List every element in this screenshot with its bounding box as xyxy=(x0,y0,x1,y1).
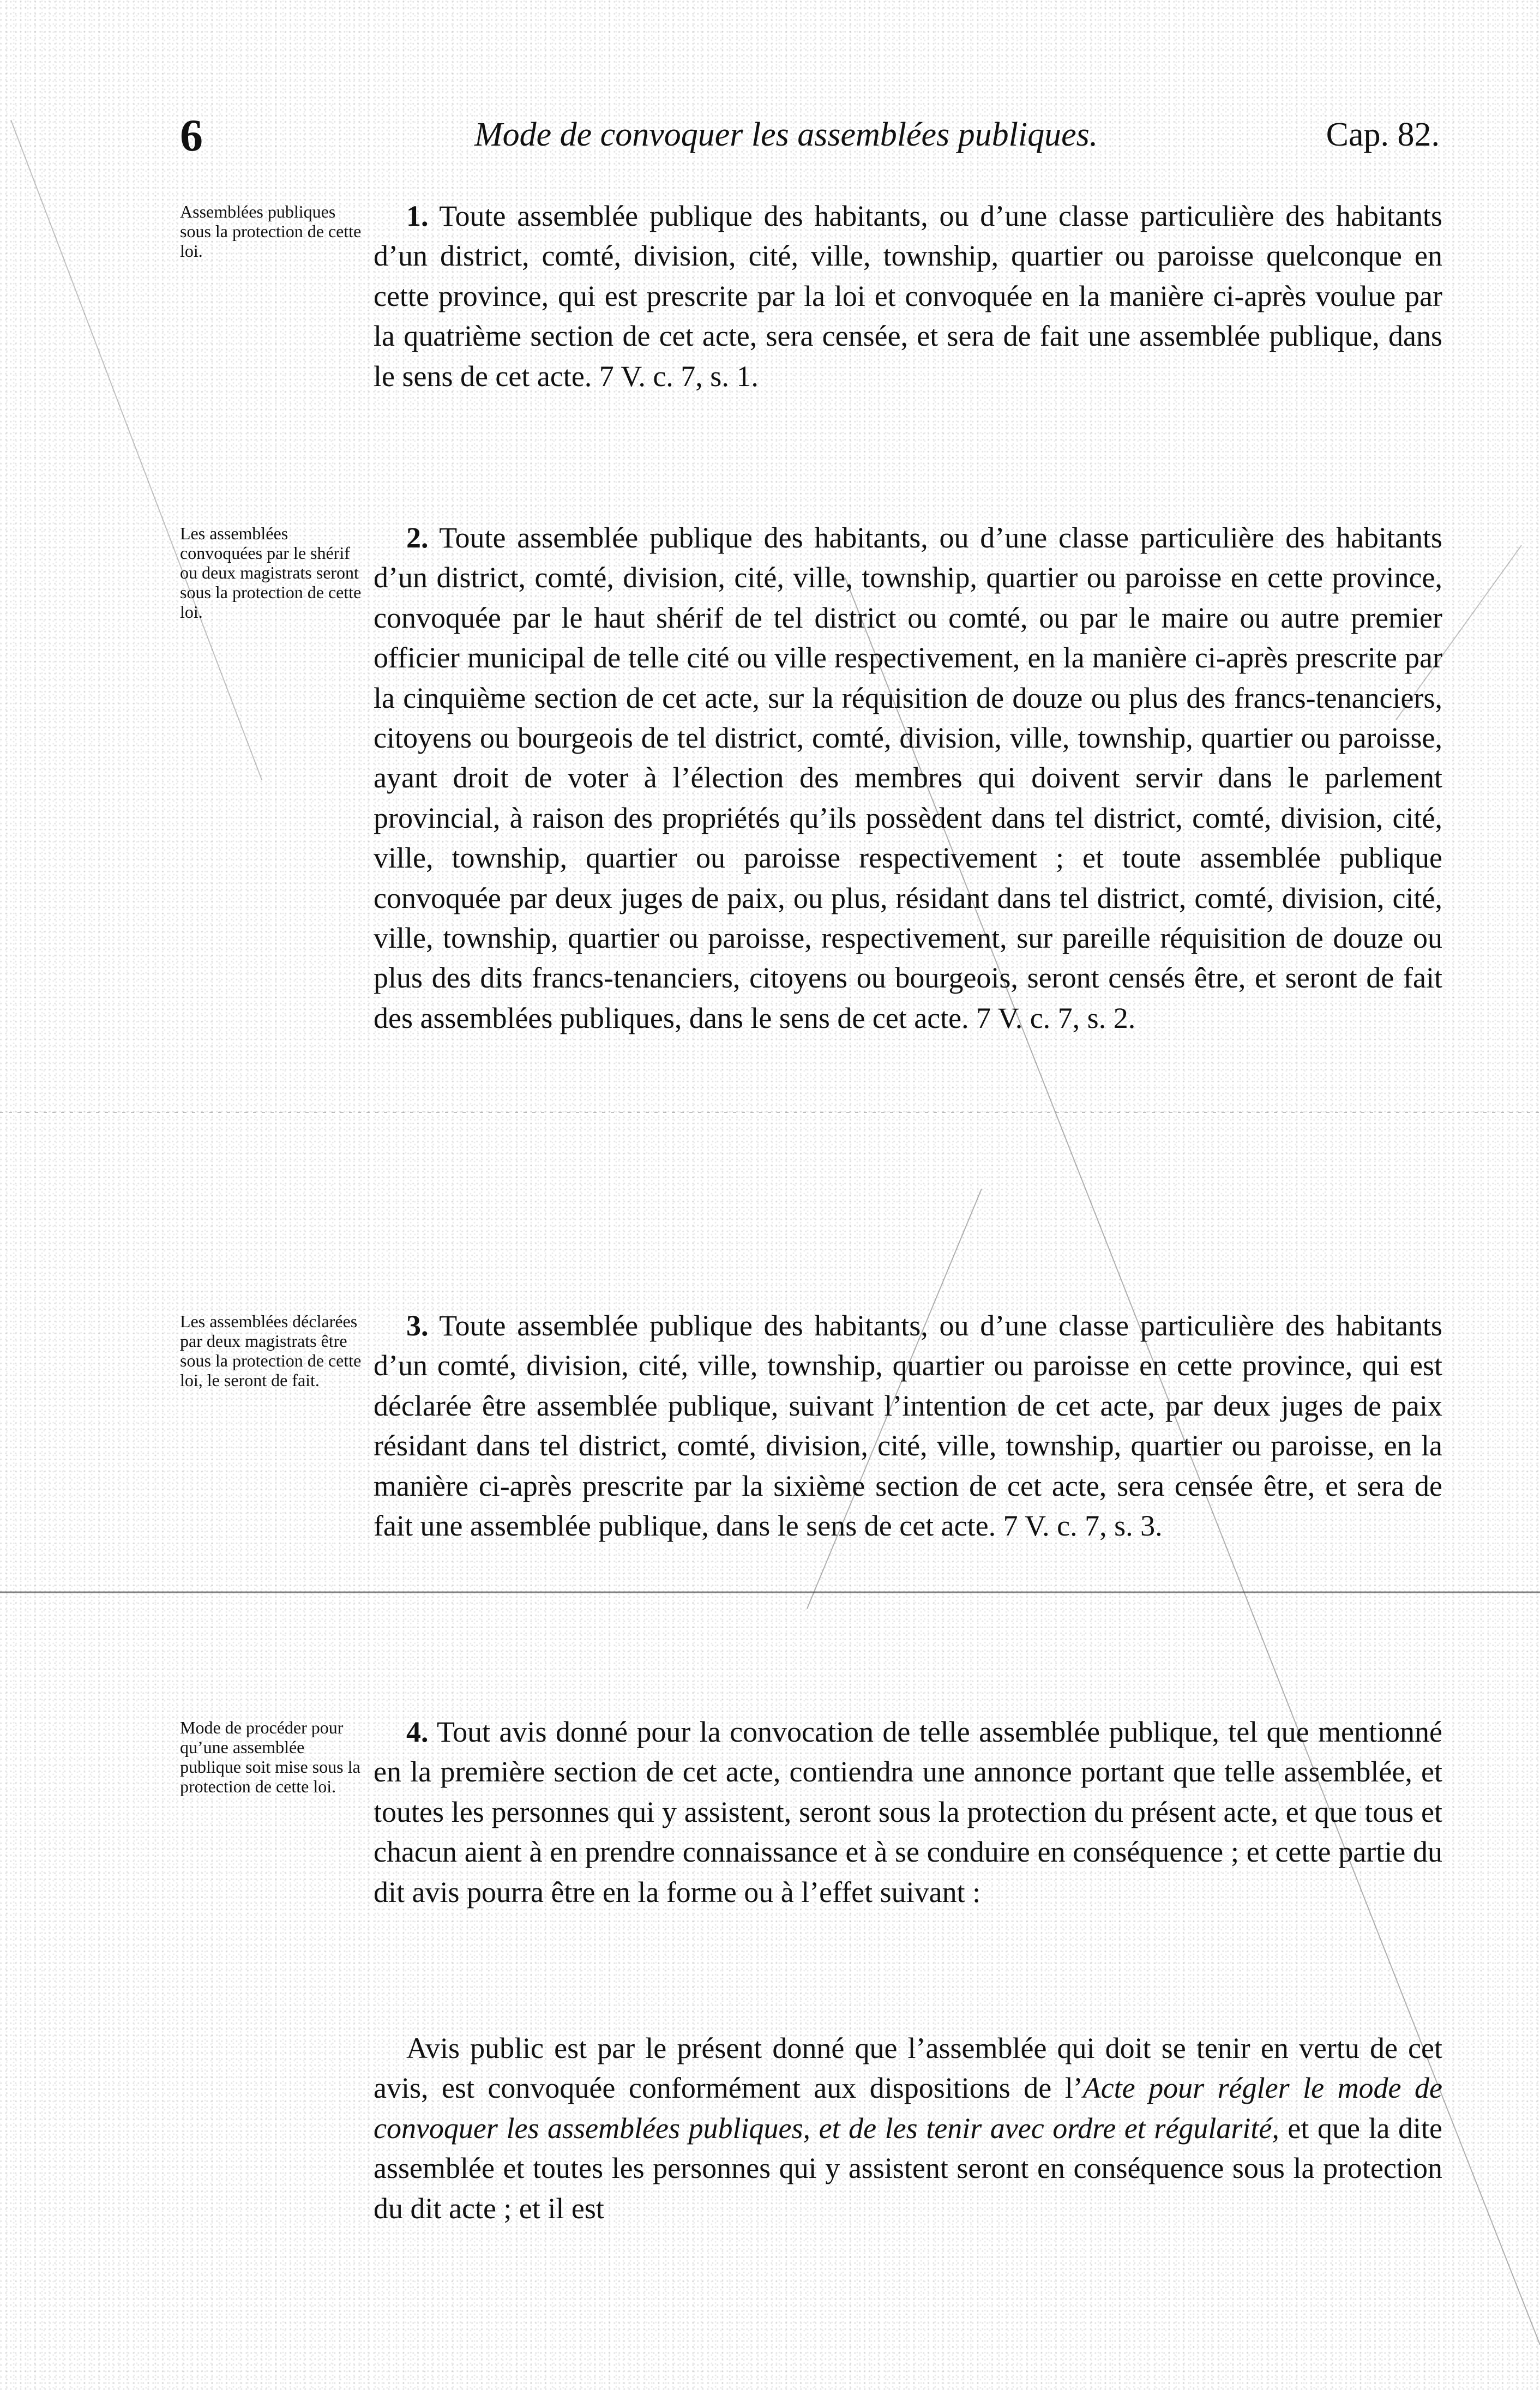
section-text xyxy=(374,196,1442,396)
notice-text-start: Avis public est par le présent donné que l’assemblée qui doit se tenir en vertu de cet avis, est convoquée conformément aux dispositions de l’ xyxy=(374,2032,1442,2105)
section-body: Toute assemblée publique des habitants, ou d’une classe particulière des habitants d’un comté, division, cité, ville, township, quartier ou paroisse en cette province, qui est déclarée être assemblée publique, suivant l’intention de cet acte, par deux juges de paix résidant dans tel district, comté, division, cité, ville, township, quartier ou paroisse, en la manière ci-après prescrite par la sixième section de cet acte, sera censée être, et sera de fait une assemblée publique, dans le sens de cet acte. 7 V. c. 7, s. 3. xyxy=(374,1309,1442,1543)
page-number: 6 xyxy=(180,110,203,161)
section-text xyxy=(374,1306,1442,1546)
margin-note: Mode de procéder pour qu’une assemblée publique soit mise sous la protection de cette loi. xyxy=(180,1718,360,1796)
section-body: Toute assemblée publique des habitants, ou d’une classe particulière des habitants d’un district, comté, division, cité, ville, township, quartier ou paroisse quelconque en cette province, qui est prescrite par la loi et convoquée en la manière ci-après voulue par la quatrième section de cet acte, sera censée, et sera de fait une assemblée publique, dans le sens de cet acte. 7 V. c. 7, s. 1. xyxy=(374,200,1442,393)
notice-form-text xyxy=(374,2028,1442,2229)
section-number: 1. xyxy=(406,200,429,232)
notice-text-end: et que la dite assemblée et toutes les personnes qui y assistent seront en conséquence sous la protection du dit acte ; et il est xyxy=(374,2111,1442,2225)
section-body: Tout avis donné pour la convocation de telle assemblée publique, tel que mentionné en la première section de cet acte, contiendra une annonce portant que telle assemblée, et toutes les personnes qui y assistent, seront sous la protection du présent acte, et que tous et chacun aient à en prendre connaissance et à se conduire en conséquence ; et cette partie du dit avis pourra être en la forme ou à l’effet suivant : xyxy=(374,1715,1442,1909)
section-number: 4. xyxy=(406,1715,429,1748)
chapter-label: Cap. 82. xyxy=(1326,116,1440,153)
section-body: Toute assemblée publique des habitants, ou d’une classe particulière des habitants d’un district, comté, division, cité, ville, township, quartier ou paroisse en cette province, convoquée par le haut shérif de tel district ou comté, ou par le maire ou autre premier officier municipal de telle cité ou ville respectivement, en la manière ci-après prescrite par la cinquième section de cet acte, sur la réquisition de douze ou plus des francs-tenanciers, citoyens ou bourgeois de tel district, comté, division, ville, township, quartier ou paroisse, ayant droit de voter à l’élection des membres qui doivent servir dans le parlement provincial, à raison des propriétés qu’ils possèdent dans tel district, comté, division, cité, ville, township, quartier ou paroisse respectivement ; et toute assemblée publique convoquée par deux juges de paix, ou plus, résidant dans tel district, comté, division, cité, ville, township, quartier ou paroisse, respectivement, sur pareille réquisition de douze ou plus des dits francs-tenanciers, citoyens ou bourgeois, seront censés être, et seront de fait des assemblées publiques, dans le sens de cet acte. 7 V. c. 7, s. 2. xyxy=(374,521,1442,1034)
section-number: 3. xyxy=(406,1309,429,1342)
section-text xyxy=(374,1712,1442,1912)
section-number: 2. xyxy=(406,521,429,554)
page-header xyxy=(180,109,1440,169)
running-title: Mode de convoquer les assemblées publiques. xyxy=(474,116,1098,153)
section-text xyxy=(374,518,1442,1038)
act-title: Acte pour régler le mode de convoquer les assemblées publiques, et de les tenir avec ordre et régularité, xyxy=(374,2072,1442,2145)
margin-note: Les assemblées convoquées par le shérif ou deux magistrats seront sous la protection de cette loi. xyxy=(180,523,362,622)
margin-note: Les assemblées déclarées par deux magistrats être sous la protection de cette loi, le seront de fait. xyxy=(180,1311,362,1390)
margin-note: Assemblées publiques sous la protection de cette loi. xyxy=(180,202,362,261)
